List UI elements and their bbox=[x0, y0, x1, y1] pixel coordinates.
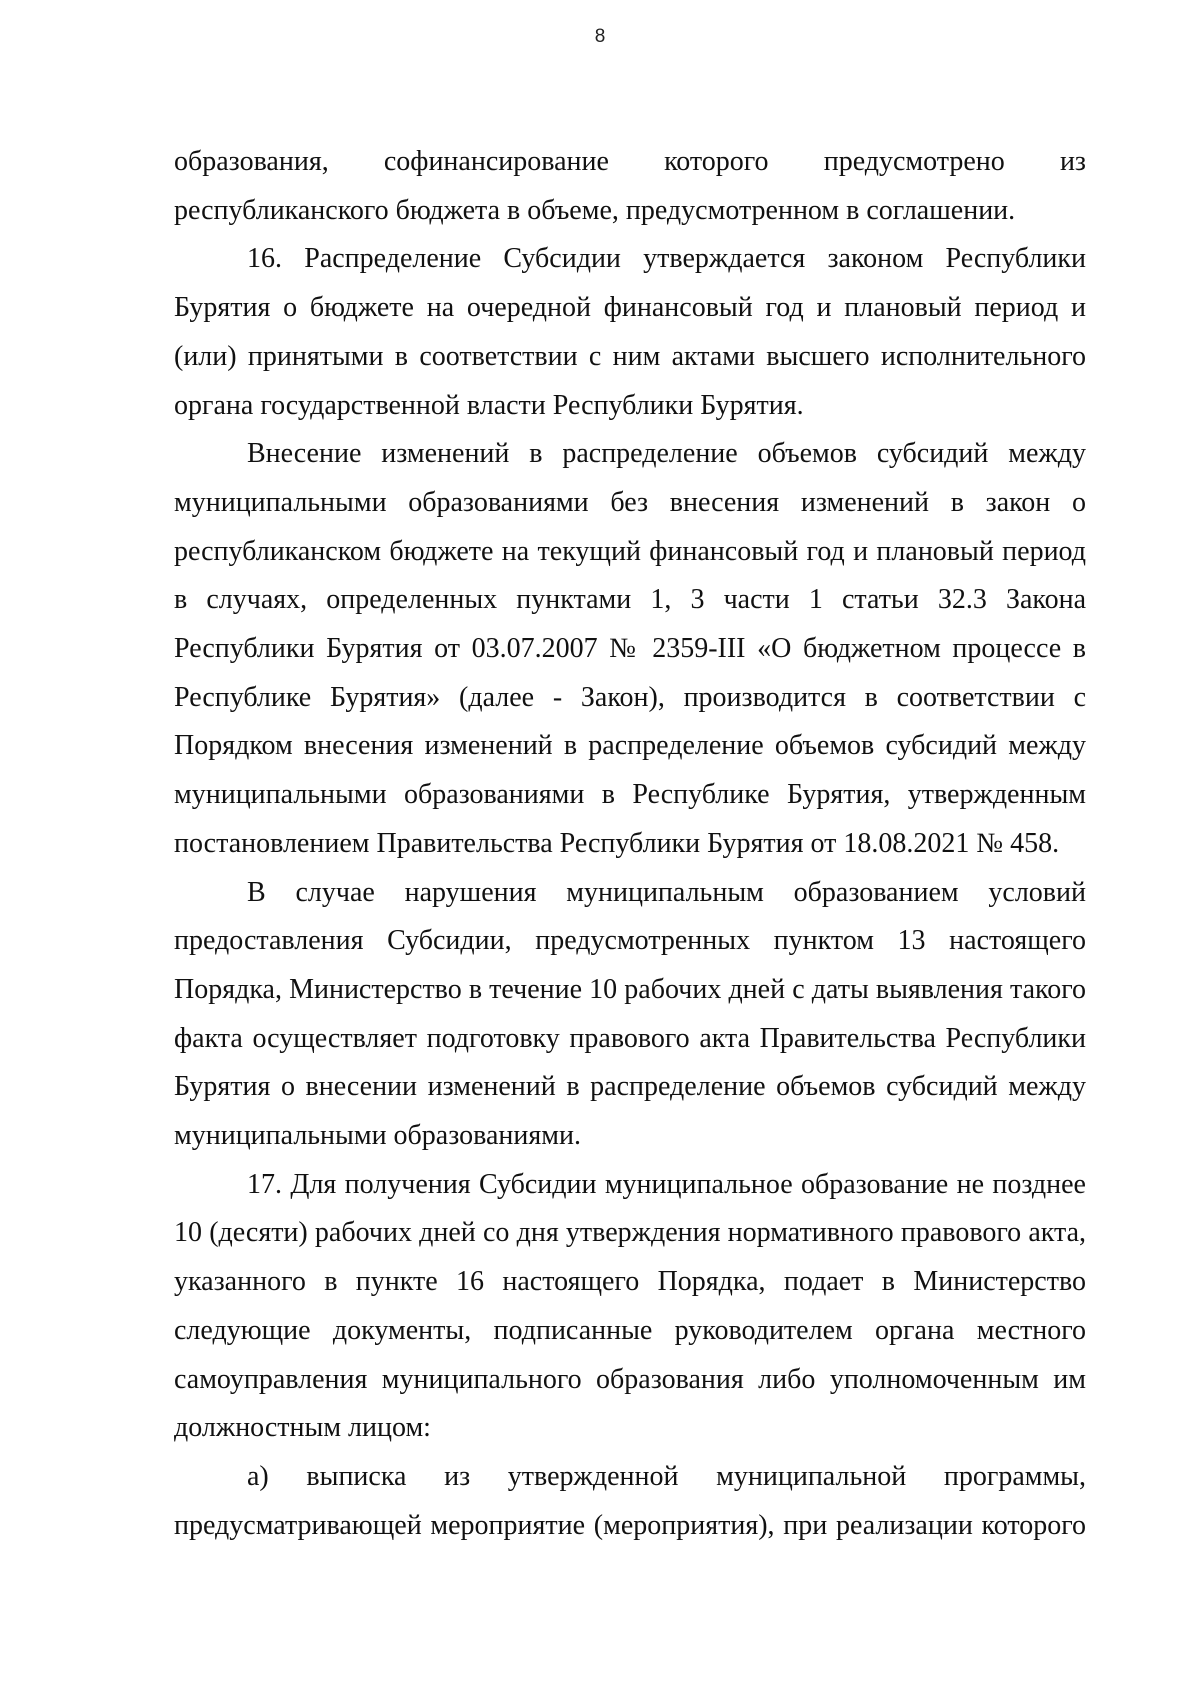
paragraph-item-17: 17. Для получения Субсидии муниципальное образование не позднее 10 (десяти) рабочих дней со дня утверждения нормативного правового акта, указанного в пункте 16 настоящего Порядка, подает в Министерство следующие документы, подписанные руководителем органа местного самоуправления муниципального образования либо уполномоченным им должностным лицом: bbox=[174, 1168, 1086, 1444]
paragraph-continuation: образования, софинансирование которого предусмотрено из республиканского бюджета в объеме, предусмотренном в соглашении. bbox=[174, 146, 1086, 226]
page-number: 8 bbox=[594, 26, 606, 47]
paragraph-violation-case: В случае нарушения муниципальным образованием условий предоставления Субсидии, предусмотренных пунктом 13 настоящего Порядка, Министерство в течение 10 рабочих дней с даты выявления такого факта осуществляет подготовку правового акта Правительства Республики Бурятия о внесении изменений в распределение объемов субсидий между муниципальными образованиями. bbox=[174, 876, 1086, 1152]
document-body bbox=[174, 138, 1086, 1550]
paragraph-distribution-changes: Внесение изменений в распределение объемов субсидий между муниципальными образованиями без внесения изменений в закон о республиканском бюджете на текущий финансовый год и плановый период в случаях, определенных пунктами 1, 3 части 1 статьи 32.3 Закона Республики Бурятия от 03.07.2007 № 2359-III «О бюджетном процессе в Республике Бурятия» (далее - Закон), производится в соответствии с Порядком внесения изменений в распределение объемов субсидий между муниципальными образованиями в Республике Бурятия, утвержденным постановлением Правительства Республики Бурятия от 18.08.2021 № 458. bbox=[174, 438, 1086, 859]
paragraph-item-16: 16. Распределение Субсидии утверждается законом Республики Бурятия о бюджете на очередной финансовый год и плановый период и (или) принятыми в соответствии с ним актами высшего исполнительного органа государственной власти Республики Бурятия. bbox=[174, 243, 1086, 421]
paragraph-item-17-a: а) выписка из утвержденной муниципальной программы, предусматривающей мероприятие (мероприятия), при реализации которого bbox=[174, 1460, 1086, 1541]
